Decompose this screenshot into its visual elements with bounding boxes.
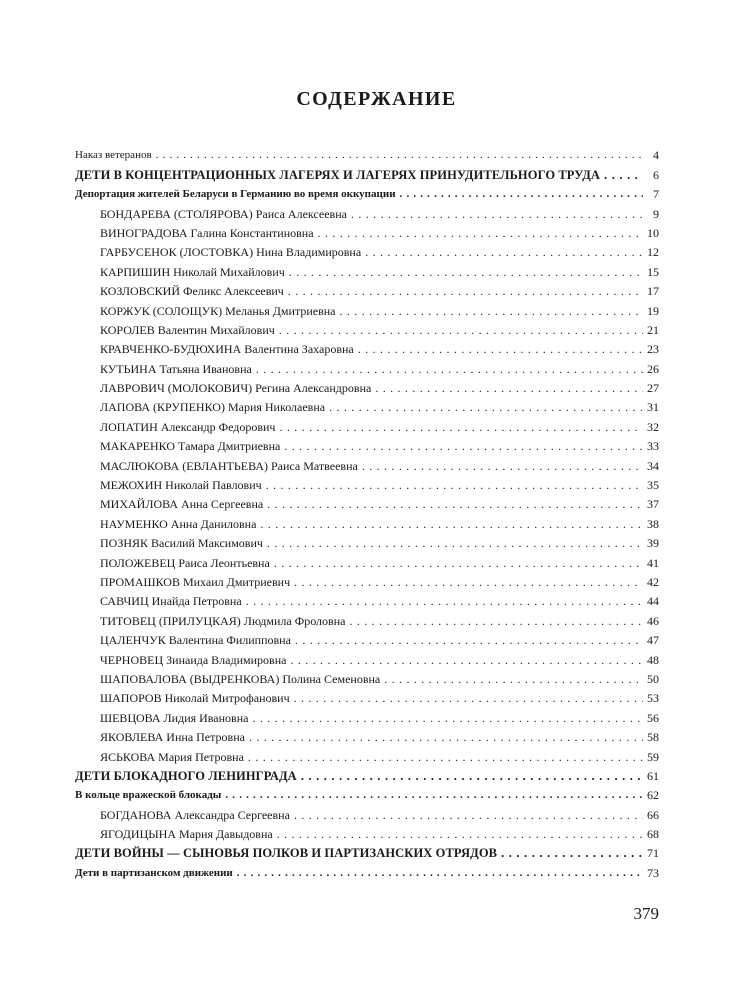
- toc-entry-page: 44: [647, 594, 659, 609]
- toc-entry: [75, 670, 665, 689]
- toc-entry: [75, 476, 665, 495]
- toc-entry: [75, 262, 665, 281]
- toc-entry-page: 73: [647, 865, 659, 880]
- toc-entry-page: 7: [653, 187, 659, 202]
- toc-entry: [75, 573, 665, 592]
- toc-entry: [75, 767, 665, 786]
- toc-entry-page: 56: [647, 710, 659, 725]
- toc-entry-page: 42: [647, 574, 659, 589]
- toc-entry-title: ШАПОРОВ Николай Митрофанович . . .: [100, 691, 643, 705]
- toc-entry-title: ПОЗНЯК Василий Максимович . . .: [100, 536, 643, 550]
- toc-entry-title: МАКАРЕНКО Тамара Дмитриевна . . .: [100, 439, 643, 453]
- toc-entry-page: 48: [647, 652, 659, 667]
- toc-entry-page: 71: [647, 846, 659, 861]
- toc-entry: [75, 146, 665, 165]
- toc-entry: [75, 185, 665, 204]
- toc-entry-page: 38: [647, 516, 659, 531]
- toc-entry: [75, 534, 665, 553]
- toc-entry-page: 53: [647, 691, 659, 706]
- toc-entry: [75, 728, 665, 747]
- toc-entry-title: В кольце вражеской блокады . . .: [75, 788, 643, 802]
- toc-entry-page: 9: [653, 206, 659, 221]
- toc-entry-page: 27: [647, 381, 659, 396]
- toc-entry-page: 68: [647, 827, 659, 842]
- toc-entry-title: БОНДАРЕВА (СТОЛЯРОВА) Раиса Алексеевна . . .: [100, 207, 643, 221]
- toc-entry-title: КАРПИШИН Николай Михайлович . . .: [100, 265, 643, 279]
- toc-entry-page: 39: [647, 536, 659, 551]
- toc-entry-title: МИХАЙЛОВА Анна Сергеевна . . .: [100, 497, 643, 511]
- toc-entry-title: ДЕТИ ВОЙНЫ — СЫНОВЬЯ ПОЛКОВ И ПАРТИЗАНСКИХ ОТРЯДОВ . . .: [75, 846, 643, 860]
- toc-entry-page: 37: [647, 497, 659, 512]
- toc-entry-title: ЛАПОВА (КРУПЕНКО) Мария Николаевна . . .: [100, 400, 643, 414]
- toc-entry-title: МАСЛЮКОВА (ЕВЛАНТЬЕВА) Раиса Матвеевна . . .: [100, 459, 643, 473]
- toc-entry-title: КОРЖУК (СОЛОЩУК) Меланья Дмитриевна . . .: [100, 304, 643, 318]
- toc-entry-page: 10: [647, 225, 659, 240]
- toc-entry: [75, 204, 665, 223]
- toc-entry-title: КОЗЛОВСКИЙ Феликс Алексеевич . . .: [100, 284, 643, 298]
- toc-entry-title: ШАПОВАЛОВА (ВЫДРЕНКОВА) Полина Семеновна . . .: [100, 672, 643, 686]
- toc-entry-title: Депортация жителей Беларуси в Германию во время оккупации . . .: [75, 187, 643, 201]
- toc-entry-page: 47: [647, 633, 659, 648]
- toc-entry-page: 23: [647, 342, 659, 357]
- toc-entry-title: ПРОМАШКОВ Михаил Дмитриевич . . .: [100, 575, 643, 589]
- toc-entry-title: ДЕТИ БЛОКАДНОГО ЛЕНИНГРАДА . . .: [75, 769, 643, 783]
- toc-entry-page: 6: [653, 167, 659, 182]
- page-number: 379: [633, 904, 659, 923]
- toc-entry: [75, 224, 665, 243]
- toc-entry-page: 66: [647, 807, 659, 822]
- toc-entry: [75, 514, 665, 533]
- toc-entry-title: Дети в партизанском движении . . .: [75, 866, 643, 880]
- toc-entry: [75, 747, 665, 766]
- toc-entry: [75, 553, 665, 572]
- toc-entry-title: КУТЬИНА Татьяна Ивановна . . .: [100, 362, 643, 376]
- toc-entry-page: 17: [647, 284, 659, 299]
- toc-entry: [75, 398, 665, 417]
- table-of-contents: [75, 146, 665, 883]
- toc-entry-title: ВИНОГРАДОВА Галина Константиновна . . .: [100, 226, 643, 240]
- toc-entry-title: ШЕВЦОВА Лидия Ивановна . . .: [100, 711, 643, 725]
- toc-entry: [75, 786, 665, 805]
- toc-entry-title: Наказ ветеранов . . .: [75, 148, 643, 162]
- toc-entry-title: ЯСЬКОВА Мария Петровна . . .: [100, 750, 643, 764]
- toc-entry-page: 4: [653, 148, 659, 163]
- toc-entry: [75, 805, 665, 824]
- toc-entry-page: 59: [647, 749, 659, 764]
- toc-entry: [75, 495, 665, 514]
- toc-entry: [75, 340, 665, 359]
- toc-entry-page: 61: [647, 768, 659, 783]
- toc-entry-title: ЛОПАТИН Александр Федорович . . .: [100, 420, 643, 434]
- toc-entry-page: 46: [647, 613, 659, 628]
- page-title: СОДЕРЖАНИЕ: [296, 88, 457, 110]
- toc-entry: [75, 592, 665, 611]
- toc-entry-page: 33: [647, 439, 659, 454]
- toc-entry: [75, 165, 665, 184]
- toc-entry: [75, 611, 665, 630]
- toc-entry-page: 21: [647, 322, 659, 337]
- toc-entry-title: ЦАЛЕНЧУК Валентина Филипповна . . .: [100, 633, 643, 647]
- toc-entry-title: ЯГОДИЦЫНА Мария Давыдовна . . .: [100, 827, 643, 841]
- toc-entry-title: КРАВЧЕНКО-БУДЮХИНА Валентина Захаровна . . .: [100, 342, 643, 356]
- toc-entry: [75, 844, 665, 863]
- toc-entry: [75, 321, 665, 340]
- toc-entry-title: ГАРБУСЕНОК (ЛОСТОВКА) Нина Владимировна . . .: [100, 245, 643, 259]
- toc-entry-page: 62: [647, 788, 659, 803]
- toc-entry: [75, 359, 665, 378]
- toc-entry-page: 12: [647, 245, 659, 260]
- toc-entry: [75, 243, 665, 262]
- toc-entry: [75, 825, 665, 844]
- toc-entry: [75, 456, 665, 475]
- toc-entry-page: 50: [647, 671, 659, 686]
- toc-entry: [75, 708, 665, 727]
- toc-entry: [75, 437, 665, 456]
- toc-entry-title: ЯКОВЛЕВА Инна Петровна . . .: [100, 730, 643, 744]
- toc-entry: [75, 282, 665, 301]
- toc-entry-title: МЕЖОХИН Николай Павлович . . .: [100, 478, 643, 492]
- toc-entry-title: КОРОЛЕВ Валентин Михайлович . . .: [100, 323, 643, 337]
- toc-entry-page: 32: [647, 419, 659, 434]
- toc-entry: [75, 417, 665, 436]
- toc-entry-page: 35: [647, 478, 659, 493]
- toc-entry-page: 34: [647, 458, 659, 473]
- toc-entry-page: 41: [647, 555, 659, 570]
- toc-entry-page: 26: [647, 361, 659, 376]
- toc-entry-title: ДЕТИ В КОНЦЕНТРАЦИОННЫХ ЛАГЕРЯХ И ЛАГЕРЯХ ПРИНУДИТЕЛЬНОГО ТРУДА . . .: [75, 168, 643, 182]
- toc-entry-page: 31: [647, 400, 659, 415]
- toc-entry-page: 19: [647, 303, 659, 318]
- toc-entry-title: ЛАВРОВИЧ (МОЛОКОВИЧ) Регина Александровна . . .: [100, 381, 643, 395]
- toc-entry-page: 15: [647, 264, 659, 279]
- toc-entry-title: БОГДАНОВА Александра Сергеевна . . .: [100, 808, 643, 822]
- toc-entry: [75, 379, 665, 398]
- toc-entry: [75, 631, 665, 650]
- toc-entry-title: ТИТОВЕЦ (ПРИЛУЦКАЯ) Людмила Фроловна . . .: [100, 614, 643, 628]
- toc-entry-title: ПОЛОЖЕВЕЦ Раиса Леонтьевна . . .: [100, 556, 643, 570]
- toc-entry: [75, 863, 665, 882]
- toc-entry: [75, 650, 665, 669]
- toc-entry-title: САВЧИЦ Инайда Петровна . . .: [100, 594, 643, 608]
- toc-entry-title: НАУМЕНКО Анна Даниловна . . .: [100, 517, 643, 531]
- toc-entry: [75, 689, 665, 708]
- toc-entry-title: ЧЕРНОВЕЦ Зинаида Владимировна . . .: [100, 653, 643, 667]
- toc-entry: [75, 301, 665, 320]
- toc-entry-page: 58: [647, 730, 659, 745]
